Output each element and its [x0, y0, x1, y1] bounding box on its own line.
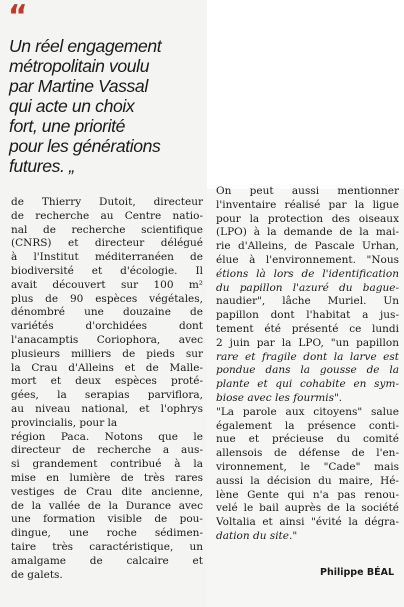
article-column-left: [11, 196, 203, 582]
article-line: région Paca. Notons que le: [11, 430, 203, 443]
article-line: vestiges de Crau dite ancienne,: [11, 485, 203, 498]
article-line: provincialis, pour la: [11, 416, 118, 429]
article-line: plante et qui cohabite en sym-: [216, 378, 399, 391]
article-line: biose avec les fourmis".: [216, 391, 343, 404]
article-line: plusieurs milliers de pieds sur: [11, 347, 203, 360]
quote-mark-icon: “: [8, 0, 26, 34]
article-line: nue et précieuse du comité: [216, 433, 399, 446]
article-line: une formation visible de pou-: [11, 513, 203, 526]
article-line: plus de 90 espèces végétales,: [11, 292, 203, 305]
article-line: rare et fragile dont la larve est: [216, 350, 399, 363]
article-line: de la vallée de la Durance avec: [11, 499, 203, 512]
article-line: mise en lumière de très rares: [11, 471, 203, 484]
pull-quote-line: futures. „: [9, 156, 75, 176]
article-line: élue à l'environnement. "Nous: [216, 253, 399, 266]
article-line: avait découvert sur 100 m²: [11, 278, 203, 291]
article-line: vironnement, le "Cade" mais: [216, 460, 399, 473]
article-line: rie d'Alleins, de Pascale Urhan,: [216, 240, 399, 253]
article-line: biodiversité et d'écologie. Il: [11, 264, 203, 277]
article-line: étions là lors de l'identification: [216, 267, 399, 280]
pull-quote-line: pour les générations: [9, 136, 161, 156]
article-line: Voltalia et ainsi "évité la dégra-: [216, 516, 399, 529]
article-line: taire très caractéristique, un: [11, 540, 203, 553]
article-line: gées, la serapias parviflora,: [11, 389, 203, 402]
article-line: nal de recherche scientifique: [11, 223, 203, 236]
article-line: velé le bail auprès de la société: [216, 502, 399, 515]
article-line: l'anacamptis Coriophora, avec: [11, 333, 203, 346]
pull-quote: [9, 36, 201, 176]
article-line: pondue dans la gousse de la: [216, 364, 399, 377]
article-line: dénombré une douzaine de: [11, 306, 203, 319]
article-line: "La parole aux citoyens" salue: [216, 405, 399, 418]
article-line: pour la protection des oiseaux: [216, 212, 399, 225]
article-line: mort et deux espèces proté-: [11, 375, 203, 388]
article-line: variétés d'orchidées dont: [11, 320, 203, 333]
article-line: la Crau d'Alleins et de Malle-: [11, 361, 203, 374]
article-line: On peut aussi mentionner: [216, 185, 399, 197]
article-line: 2 juin par la LPO, "un papillon: [216, 336, 399, 349]
article-line: de galets.: [11, 568, 63, 581]
pull-quote-line: Un réel engagement: [9, 36, 162, 56]
pull-quote-line: fort, une priorité: [9, 116, 126, 136]
article-line: tement été présenté ce lundi: [216, 322, 399, 335]
author-signature: Philippe BÉAL: [320, 567, 394, 578]
article-line: (CNRS) et directeur délégué: [11, 237, 203, 250]
article-line: l'inventaire réalisé par la ligue: [216, 198, 399, 211]
article-line: allensois de défense de l'en-: [216, 447, 399, 460]
article-line: amalgame de calcaire et: [11, 554, 203, 567]
article-line: aussi la décision du maire, Hé-: [216, 474, 399, 487]
article-line: directeur de recherche a aus-: [11, 444, 203, 457]
article-line: de recherche au Centre natio-: [11, 209, 203, 222]
article-line: si grandement contribué à la: [11, 458, 203, 471]
article-line: du papillon l'azuré du bague-: [216, 281, 399, 294]
pull-quote-line: qui acte un choix: [9, 96, 135, 116]
article-column-right: [216, 185, 399, 544]
article-line: de Thierry Dutoit, directeur: [11, 196, 203, 208]
article-line: dingue, une roche sédimen-: [11, 527, 203, 540]
article-line: également la présence conti-: [216, 419, 399, 432]
pull-quote-line: métropolitain voulu: [9, 56, 150, 76]
article-line: lène Gente qui n'a pas renou-: [216, 488, 399, 501]
article-line: naudier", lâche Muriel. Un: [216, 295, 399, 308]
pull-quote-line: par Martine Vassal: [9, 76, 148, 96]
article-line: dation du site.": [216, 529, 298, 542]
article-line: à l'Institut méditerranéen de: [11, 251, 203, 264]
article-line: papillon dont l'habitat a jus-: [216, 309, 399, 322]
article-line: (LPO) à la demande de la mai-: [216, 226, 399, 239]
blank-area: [207, 0, 404, 189]
article-line: au niveau national, et l'ophrys: [11, 402, 203, 415]
